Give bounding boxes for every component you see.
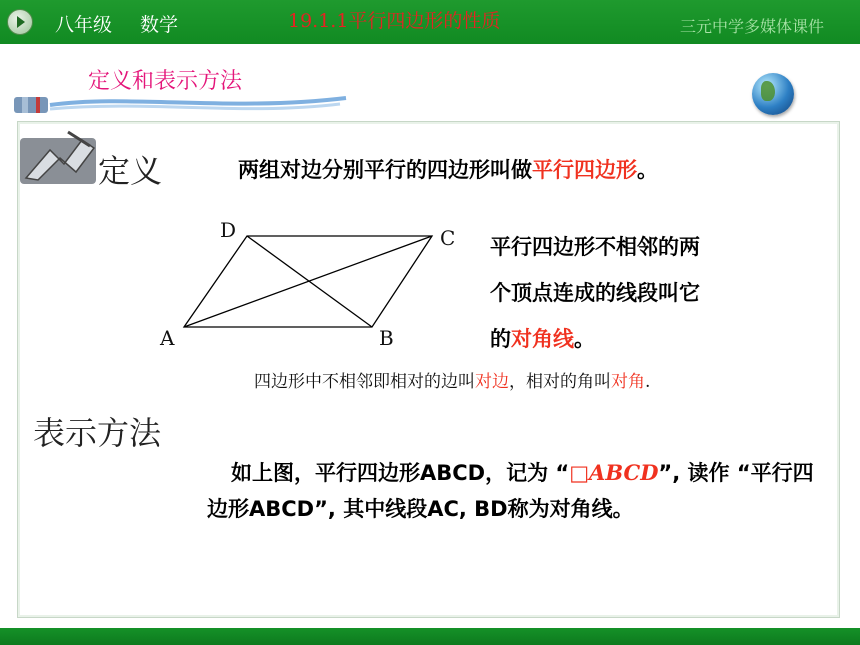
opposite-sides-term: 对边 bbox=[475, 372, 509, 392]
section-title: 定义和表示方法 bbox=[88, 69, 243, 94]
diagonal-line-3-start: 的 bbox=[490, 327, 511, 351]
notation-text-1: 如上图，平行四边形ABCD，记为 “ bbox=[231, 461, 570, 485]
opposite-text-1: 四边形中不相邻即相对的边叫 bbox=[254, 372, 475, 392]
diagonal-line-3 bbox=[490, 316, 790, 362]
vertex-label-a: A bbox=[160, 326, 175, 350]
vertex-label-c: C bbox=[440, 226, 456, 250]
opposite-text-3: . bbox=[645, 372, 651, 392]
vertex-label-d: D bbox=[220, 218, 237, 242]
school-name: 三元中学多媒体课件 bbox=[680, 17, 825, 36]
diagonal-term: 对角线 bbox=[511, 327, 574, 351]
definition-text-main: 两组对边分别平行的四边形叫做 bbox=[238, 158, 532, 182]
vertex-label-b: B bbox=[379, 326, 394, 350]
notation-text bbox=[207, 455, 817, 527]
diagonal-line-2: 个顶点连成的线段叫它 bbox=[490, 281, 700, 305]
lesson-title: 19.1.1平行四边形的性质 bbox=[288, 10, 501, 32]
subject-label: 数学 bbox=[140, 14, 179, 36]
diagonal-line-1: 平行四边形不相邻的两 bbox=[490, 235, 700, 259]
diagonal-definition bbox=[490, 224, 790, 362]
parallelogram-symbol: □ABCD bbox=[569, 460, 659, 485]
bottom-bar bbox=[0, 628, 860, 645]
grade-label: 八年级 bbox=[55, 14, 113, 36]
diagonal-line-3-end: 。 bbox=[574, 327, 595, 351]
opposite-text-2: ，相对的角叫 bbox=[509, 372, 611, 392]
notation-text-2: ”, 读作 “平行四边形ABCD”, 其中线段AC, BD称为对角线。 bbox=[207, 461, 814, 521]
diagonal-bd bbox=[247, 236, 372, 327]
definition-heading: 定义 bbox=[98, 152, 163, 190]
opposite-sides-text bbox=[254, 367, 650, 392]
notation-heading: 表示方法 bbox=[33, 414, 162, 452]
definition-text-end: 。 bbox=[637, 158, 658, 182]
opposite-angles-term: 对角 bbox=[611, 372, 645, 392]
diagonal-ac bbox=[184, 236, 432, 327]
definition-term: 平行四边形 bbox=[532, 158, 637, 182]
